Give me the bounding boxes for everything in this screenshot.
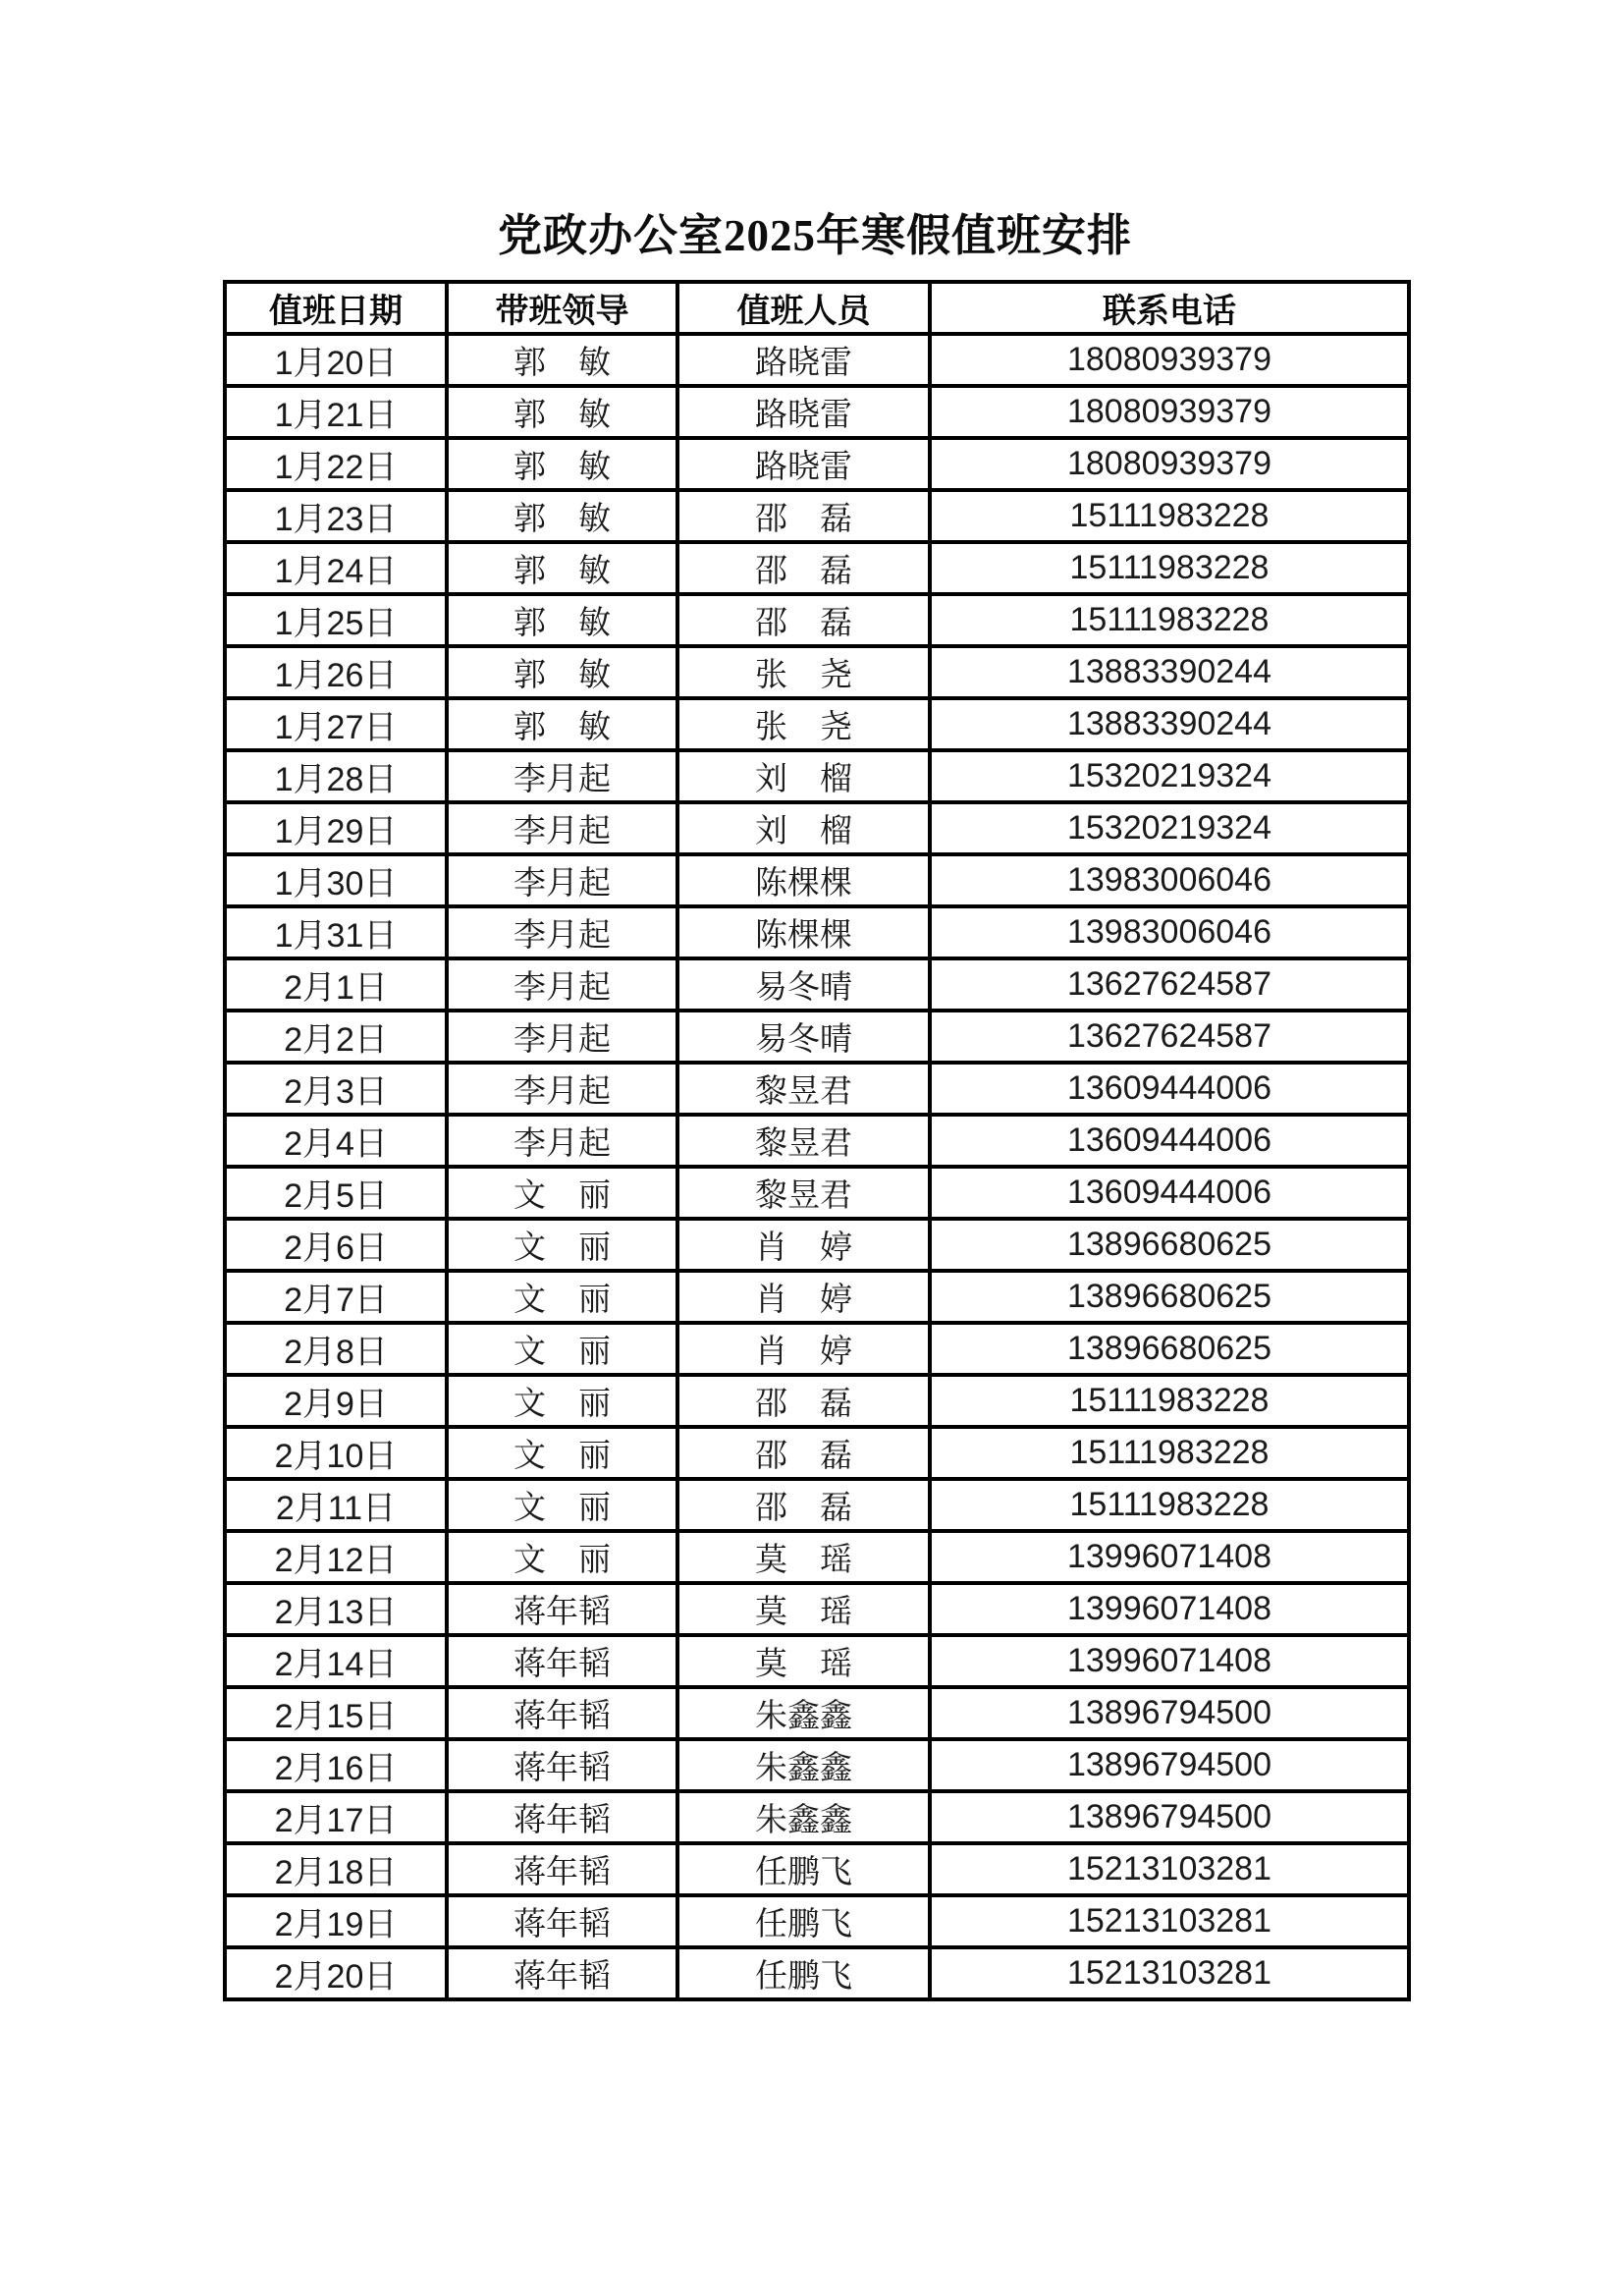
duty-date-cell: 1月28日 bbox=[225, 750, 447, 802]
duty-staff-cell: 任鹏飞 bbox=[677, 1843, 930, 1895]
lead-supervisor-cell: 李月起 bbox=[447, 1063, 677, 1115]
table-row bbox=[225, 1011, 1409, 1063]
lead-supervisor-cell: 郭 敏 bbox=[447, 594, 677, 646]
page-title: 党政办公室2025年寒假值班安排 bbox=[497, 211, 1132, 260]
lead-supervisor-cell: 郭 敏 bbox=[447, 386, 677, 438]
lead-supervisor-cell: 郭 敏 bbox=[447, 542, 677, 594]
contact-phone-cell: 15111983228 bbox=[930, 1479, 1409, 1531]
contact-phone-cell: 15213103281 bbox=[930, 1895, 1409, 1947]
lead-supervisor-cell: 蒋年韬 bbox=[447, 1791, 677, 1843]
table-row bbox=[225, 1947, 1409, 1999]
table-row bbox=[225, 646, 1409, 698]
duty-date-cell: 2月4日 bbox=[225, 1115, 447, 1167]
duty-date-cell: 2月9日 bbox=[225, 1375, 447, 1427]
table-row bbox=[225, 750, 1409, 802]
lead-supervisor-cell: 郭 敏 bbox=[447, 698, 677, 750]
lead-supervisor-cell: 文 丽 bbox=[447, 1271, 677, 1323]
table-row bbox=[225, 958, 1409, 1011]
table-row bbox=[225, 1427, 1409, 1479]
lead-supervisor-cell: 文 丽 bbox=[447, 1375, 677, 1427]
contact-phone-cell: 13896794500 bbox=[930, 1687, 1409, 1739]
contact-phone-cell: 15213103281 bbox=[930, 1947, 1409, 1999]
contact-phone-cell: 18080939379 bbox=[930, 438, 1409, 490]
contact-phone-cell: 13896794500 bbox=[930, 1739, 1409, 1791]
lead-supervisor-cell: 蒋年韬 bbox=[447, 1687, 677, 1739]
lead-supervisor-cell: 蒋年韬 bbox=[447, 1843, 677, 1895]
duty-staff-cell: 张 尧 bbox=[677, 646, 930, 698]
table-row bbox=[225, 906, 1409, 958]
contact-phone-cell: 15320219324 bbox=[930, 802, 1409, 854]
lead-supervisor-cell: 文 丽 bbox=[447, 1479, 677, 1531]
duty-staff-cell: 邵 磊 bbox=[677, 1375, 930, 1427]
table-row bbox=[225, 1531, 1409, 1583]
duty-date-cell: 2月17日 bbox=[225, 1791, 447, 1843]
contact-phone-cell: 15111983228 bbox=[930, 542, 1409, 594]
table-row bbox=[225, 1219, 1409, 1271]
lead-supervisor-cell: 李月起 bbox=[447, 1115, 677, 1167]
contact-phone-cell: 13609444006 bbox=[930, 1167, 1409, 1219]
duty-date-cell: 2月12日 bbox=[225, 1531, 447, 1583]
duty-date-cell: 2月20日 bbox=[225, 1947, 447, 1999]
contact-phone-cell: 13883390244 bbox=[930, 646, 1409, 698]
contact-phone-cell: 13896680625 bbox=[930, 1219, 1409, 1271]
column-header-duty-date: 值班日期 bbox=[225, 282, 447, 334]
table-row bbox=[225, 1479, 1409, 1531]
duty-staff-cell: 邵 磊 bbox=[677, 594, 930, 646]
table-row bbox=[225, 1063, 1409, 1115]
table-row bbox=[225, 698, 1409, 750]
duty-date-cell: 1月22日 bbox=[225, 438, 447, 490]
duty-staff-cell: 路晓雷 bbox=[677, 386, 930, 438]
duty-date-cell: 2月18日 bbox=[225, 1843, 447, 1895]
table-row bbox=[225, 1791, 1409, 1843]
duty-staff-cell: 朱鑫鑫 bbox=[677, 1791, 930, 1843]
duty-staff-cell: 肖 婷 bbox=[677, 1219, 930, 1271]
table-row bbox=[225, 386, 1409, 438]
contact-phone-cell: 13609444006 bbox=[930, 1115, 1409, 1167]
duty-staff-cell: 任鹏飞 bbox=[677, 1947, 930, 1999]
lead-supervisor-cell: 李月起 bbox=[447, 958, 677, 1011]
duty-staff-cell: 路晓雷 bbox=[677, 438, 930, 490]
table-row bbox=[225, 1635, 1409, 1687]
table-row bbox=[225, 1271, 1409, 1323]
contact-phone-cell: 13996071408 bbox=[930, 1635, 1409, 1687]
table-row bbox=[225, 802, 1409, 854]
table-row bbox=[225, 1115, 1409, 1167]
duty-staff-cell: 邵 磊 bbox=[677, 542, 930, 594]
lead-supervisor-cell: 李月起 bbox=[447, 854, 677, 906]
table-row bbox=[225, 1843, 1409, 1895]
duty-staff-cell: 邵 磊 bbox=[677, 1479, 930, 1531]
duty-date-cell: 2月2日 bbox=[225, 1011, 447, 1063]
contact-phone-cell: 15213103281 bbox=[930, 1843, 1409, 1895]
contact-phone-cell: 15111983228 bbox=[930, 1427, 1409, 1479]
duty-staff-cell: 陈棵棵 bbox=[677, 854, 930, 906]
table-row bbox=[225, 1583, 1409, 1635]
duty-staff-cell: 易冬晴 bbox=[677, 1011, 930, 1063]
duty-staff-cell: 邵 磊 bbox=[677, 490, 930, 542]
duty-staff-cell: 易冬晴 bbox=[677, 958, 930, 1011]
duty-date-cell: 2月11日 bbox=[225, 1479, 447, 1531]
lead-supervisor-cell: 蒋年韬 bbox=[447, 1739, 677, 1791]
duty-staff-cell: 刘 榴 bbox=[677, 802, 930, 854]
duty-date-cell: 1月30日 bbox=[225, 854, 447, 906]
contact-phone-cell: 15111983228 bbox=[930, 594, 1409, 646]
duty-date-cell: 2月13日 bbox=[225, 1583, 447, 1635]
duty-date-cell: 1月20日 bbox=[225, 334, 447, 386]
duty-date-cell: 1月23日 bbox=[225, 490, 447, 542]
duty-date-cell: 1月29日 bbox=[225, 802, 447, 854]
contact-phone-cell: 18080939379 bbox=[930, 386, 1409, 438]
duty-staff-cell: 朱鑫鑫 bbox=[677, 1739, 930, 1791]
contact-phone-cell: 13896680625 bbox=[930, 1271, 1409, 1323]
duty-staff-cell: 肖 婷 bbox=[677, 1323, 930, 1375]
contact-phone-cell: 15320219324 bbox=[930, 750, 1409, 802]
duty-date-cell: 2月3日 bbox=[225, 1063, 447, 1115]
lead-supervisor-cell: 蒋年韬 bbox=[447, 1635, 677, 1687]
duty-staff-cell: 莫 瑶 bbox=[677, 1635, 930, 1687]
contact-phone-cell: 13983006046 bbox=[930, 854, 1409, 906]
duty-staff-cell: 刘 榴 bbox=[677, 750, 930, 802]
lead-supervisor-cell: 郭 敏 bbox=[447, 490, 677, 542]
duty-staff-cell: 黎昱君 bbox=[677, 1167, 930, 1219]
duty-staff-cell: 肖 婷 bbox=[677, 1271, 930, 1323]
table-row bbox=[225, 1323, 1409, 1375]
table-row bbox=[225, 1895, 1409, 1947]
duty-date-cell: 2月14日 bbox=[225, 1635, 447, 1687]
duty-date-cell: 2月10日 bbox=[225, 1427, 447, 1479]
lead-supervisor-cell: 文 丽 bbox=[447, 1323, 677, 1375]
lead-supervisor-cell: 文 丽 bbox=[447, 1531, 677, 1583]
lead-supervisor-cell: 郭 敏 bbox=[447, 334, 677, 386]
table-row bbox=[225, 1167, 1409, 1219]
column-header-lead-supervisor: 带班领导 bbox=[447, 282, 677, 334]
contact-phone-cell: 18080939379 bbox=[930, 334, 1409, 386]
lead-supervisor-cell: 李月起 bbox=[447, 906, 677, 958]
contact-phone-cell: 13627624587 bbox=[930, 1011, 1409, 1063]
duty-date-cell: 1月27日 bbox=[225, 698, 447, 750]
lead-supervisor-cell: 蒋年韬 bbox=[447, 1583, 677, 1635]
contact-phone-cell: 13996071408 bbox=[930, 1531, 1409, 1583]
lead-supervisor-cell: 李月起 bbox=[447, 750, 677, 802]
duty-staff-cell: 路晓雷 bbox=[677, 334, 930, 386]
column-header-duty-staff: 值班人员 bbox=[677, 282, 930, 334]
duty-staff-cell: 黎昱君 bbox=[677, 1115, 930, 1167]
table-row bbox=[225, 854, 1409, 906]
duty-date-cell: 2月1日 bbox=[225, 958, 447, 1011]
table-row bbox=[225, 542, 1409, 594]
duty-staff-cell: 任鹏飞 bbox=[677, 1895, 930, 1947]
duty-staff-cell: 黎昱君 bbox=[677, 1063, 930, 1115]
duty-staff-cell: 莫 瑶 bbox=[677, 1531, 930, 1583]
duty-schedule-table bbox=[223, 280, 1411, 2001]
table-row bbox=[225, 438, 1409, 490]
table-body bbox=[225, 334, 1409, 1999]
lead-supervisor-cell: 文 丽 bbox=[447, 1427, 677, 1479]
duty-date-cell: 2月8日 bbox=[225, 1323, 447, 1375]
duty-date-cell: 1月26日 bbox=[225, 646, 447, 698]
contact-phone-cell: 15111983228 bbox=[930, 1375, 1409, 1427]
contact-phone-cell: 13896794500 bbox=[930, 1791, 1409, 1843]
contact-phone-cell: 13996071408 bbox=[930, 1583, 1409, 1635]
lead-supervisor-cell: 李月起 bbox=[447, 1011, 677, 1063]
duty-date-cell: 2月19日 bbox=[225, 1895, 447, 1947]
column-header-contact-phone: 联系电话 bbox=[930, 282, 1409, 334]
contact-phone-cell: 13883390244 bbox=[930, 698, 1409, 750]
table-row bbox=[225, 490, 1409, 542]
duty-date-cell: 2月5日 bbox=[225, 1167, 447, 1219]
table-header-row bbox=[225, 282, 1409, 334]
table-row bbox=[225, 594, 1409, 646]
duty-staff-cell: 朱鑫鑫 bbox=[677, 1687, 930, 1739]
lead-supervisor-cell: 蒋年韬 bbox=[447, 1895, 677, 1947]
contact-phone-cell: 13609444006 bbox=[930, 1063, 1409, 1115]
lead-supervisor-cell: 郭 敏 bbox=[447, 646, 677, 698]
duty-staff-cell: 陈棵棵 bbox=[677, 906, 930, 958]
lead-supervisor-cell: 蒋年韬 bbox=[447, 1947, 677, 1999]
table-row bbox=[225, 1687, 1409, 1739]
duty-date-cell: 2月15日 bbox=[225, 1687, 447, 1739]
duty-date-cell: 2月16日 bbox=[225, 1739, 447, 1791]
duty-date-cell: 2月6日 bbox=[225, 1219, 447, 1271]
contact-phone-cell: 13627624587 bbox=[930, 958, 1409, 1011]
lead-supervisor-cell: 郭 敏 bbox=[447, 438, 677, 490]
table-row bbox=[225, 1739, 1409, 1791]
duty-date-cell: 2月7日 bbox=[225, 1271, 447, 1323]
duty-staff-cell: 邵 磊 bbox=[677, 1427, 930, 1479]
lead-supervisor-cell: 文 丽 bbox=[447, 1167, 677, 1219]
duty-staff-cell: 莫 瑶 bbox=[677, 1583, 930, 1635]
table-row bbox=[225, 1375, 1409, 1427]
contact-phone-cell: 13983006046 bbox=[930, 906, 1409, 958]
duty-date-cell: 1月21日 bbox=[225, 386, 447, 438]
duty-date-cell: 1月25日 bbox=[225, 594, 447, 646]
lead-supervisor-cell: 文 丽 bbox=[447, 1219, 677, 1271]
table-row bbox=[225, 334, 1409, 386]
lead-supervisor-cell: 李月起 bbox=[447, 802, 677, 854]
duty-date-cell: 1月24日 bbox=[225, 542, 447, 594]
contact-phone-cell: 13896680625 bbox=[930, 1323, 1409, 1375]
contact-phone-cell: 15111983228 bbox=[930, 490, 1409, 542]
duty-staff-cell: 张 尧 bbox=[677, 698, 930, 750]
duty-date-cell: 1月31日 bbox=[225, 906, 447, 958]
